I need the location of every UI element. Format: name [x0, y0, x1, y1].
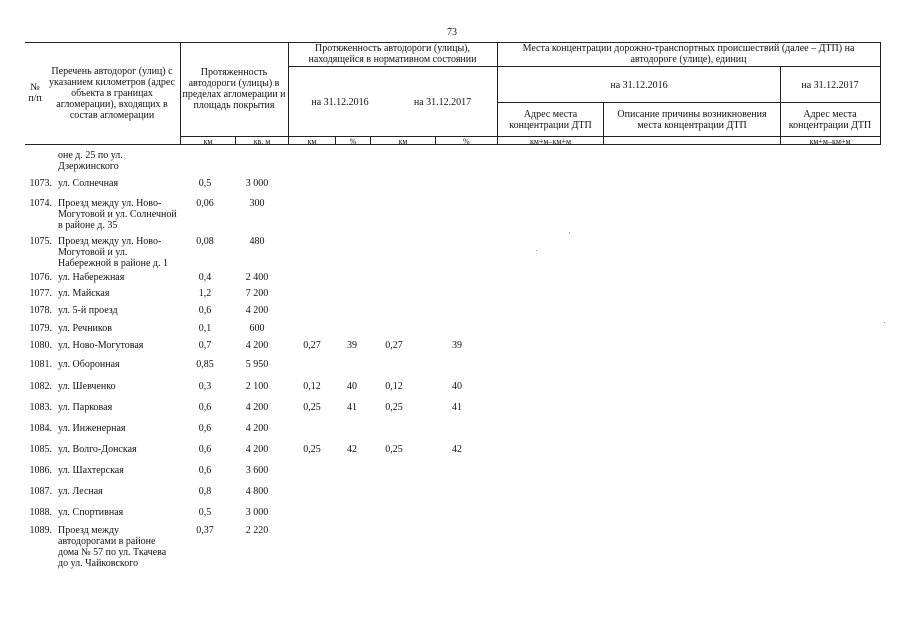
row-number: 1075.	[29, 236, 52, 247]
header-dtp-2017: на 31.12.2017	[801, 79, 859, 91]
norm-2016-km: 0,12	[303, 381, 321, 392]
area-sqm: 5 950	[245, 359, 269, 370]
header-addr-2017: Адрес места концентрации ДТП	[788, 109, 872, 131]
road-name: Проезд между автодорогами в районе дома № 57 по ул. Ткачева до ул. Чайковского	[58, 525, 167, 569]
row-number: 1087.	[29, 486, 52, 497]
header-length: Протяженность автодороги (улицы) в пределах агломерации и площадь покрытия	[182, 67, 286, 111]
area-sqm: 4 200	[245, 423, 269, 434]
road-name: ул. Набережная	[58, 272, 125, 283]
road-name: ул. 5-й проезд	[58, 305, 118, 316]
length-km: 0,6	[198, 465, 212, 476]
area-sqm: 3 600	[245, 465, 269, 476]
length-km: 0,8	[198, 486, 212, 497]
road-name: Проезд между ул. Ново-Могутовой и ул. Солнечной в районе д. 35	[58, 198, 177, 231]
area-sqm: 480	[249, 236, 265, 247]
row-number: 1089.	[29, 525, 52, 536]
row-number: 1082.	[29, 381, 52, 392]
road-name: ул. Речников	[58, 323, 112, 334]
area-sqm: 4 200	[245, 305, 269, 316]
norm-2016-km: 0,27	[303, 340, 321, 351]
header-addr-2016: Адрес места концентрации ДТП	[509, 109, 592, 131]
road-name: ул. Шахтерская	[58, 465, 124, 476]
area-sqm: 7 200	[245, 288, 269, 299]
length-km: 0,6	[198, 402, 212, 413]
area-sqm: 2 100	[245, 381, 269, 392]
length-km: 0,08	[196, 236, 214, 247]
norm-2016-pct: 40	[347, 381, 357, 392]
road-name: ул. Майская	[58, 288, 110, 299]
area-sqm: 4 200	[245, 444, 269, 455]
road-name: ул. Солнечная	[58, 178, 119, 189]
length-km: 0,7	[198, 340, 212, 351]
road-name: ул. Шевченко	[58, 381, 116, 392]
row-number: 1088.	[29, 507, 52, 518]
row-number: 1078.	[29, 305, 52, 316]
row-number: 1079.	[29, 323, 52, 334]
unit-pct2: %	[463, 136, 470, 146]
row-number: 1074.	[29, 198, 52, 209]
length-km: 0,6	[198, 444, 212, 455]
road-name: ул. Парковая	[58, 402, 113, 413]
norm-2017-km: 0,12	[385, 381, 403, 392]
norm-2017-km: 0,25	[385, 444, 403, 455]
road-name: Проезд между ул. Ново-Могутовой и ул. Набережной в районе д. 1	[58, 236, 168, 269]
length-km: 0,85	[196, 359, 214, 370]
road-name: ул. Ново-Могутовая	[58, 340, 144, 351]
unit-km: км	[203, 136, 213, 146]
unit-addr-2016: км+м–км+м	[529, 136, 572, 146]
road-name: ул. Волго-Донская	[58, 444, 137, 455]
road-name: ул. Инженерная	[58, 423, 126, 434]
area-sqm: 4 200	[245, 340, 269, 351]
norm-2017-km: 0,25	[385, 402, 403, 413]
header-reason: Описание причины возникновения места концентрации ДТП	[617, 109, 767, 131]
unit-pct: %	[349, 136, 357, 146]
length-km: 0,5	[198, 507, 212, 518]
page-number: 73	[447, 27, 457, 38]
header-num: № п/п	[28, 82, 42, 104]
area-sqm: 4 200	[245, 402, 269, 413]
area-sqm: 600	[249, 323, 265, 334]
unit-km2: км	[307, 136, 317, 146]
norm-2017-pct: 39	[452, 340, 462, 351]
row-number: 1081.	[29, 359, 52, 370]
norm-2017-pct: 42	[452, 444, 462, 455]
length-km: 0,06	[196, 198, 214, 209]
norm-2016-pct: 42	[347, 444, 357, 455]
norm-2017-km: 0,27	[385, 340, 403, 351]
road-name: ул. Спортивная	[58, 507, 124, 518]
header-norm-2016: на 31.12.2016	[311, 96, 369, 108]
continuation-text: оне д. 25 по ул. Дзержинского	[58, 150, 123, 172]
length-km: 1,2	[198, 288, 212, 299]
length-km: 0,6	[198, 305, 212, 316]
road-name: ул. Лесная	[58, 486, 103, 497]
row-number: 1080.	[29, 340, 52, 351]
area-sqm: 3 000	[245, 178, 269, 189]
header-list: Перечень автодорог (улиц) с указанием километров (адрес объекта в границах агломерации), входящих в состав агломерации	[49, 65, 175, 121]
area-sqm: 4 800	[245, 486, 269, 497]
header-norm-2017: на 31.12.2017	[413, 96, 472, 108]
norm-2017-pct: 40	[452, 381, 462, 392]
norm-2017-pct: 41	[452, 402, 462, 413]
row-number: 1077.	[29, 288, 52, 299]
row-number: 1086.	[29, 465, 52, 476]
header-dtp: Места концентрации дорожно-транспортных происшествий (далее – ДТП) на автодороге (улице), единиц	[522, 43, 855, 65]
length-km: 0,6	[198, 423, 212, 434]
row-number: 1084.	[29, 423, 52, 434]
unit-sqm: кв. м	[253, 136, 271, 146]
length-km: 0,1	[198, 323, 212, 334]
row-number: 1073.	[29, 178, 52, 189]
unit-addr-2017: км+м–км+м	[809, 136, 851, 146]
row-number: 1083.	[29, 402, 52, 413]
header-norm: Протяженность автодороги (улицы), находящейся в нормативном состоянии	[308, 43, 477, 65]
area-sqm: 2 400	[245, 272, 269, 283]
area-sqm: 3 000	[245, 507, 269, 518]
row-number: 1085.	[29, 444, 52, 455]
row-number: 1076.	[29, 272, 52, 283]
length-km: 0,37	[196, 525, 214, 536]
area-sqm: 2 220	[245, 525, 269, 536]
header-dtp-2016: на 31.12.2016	[610, 79, 668, 91]
norm-2016-pct: 41	[347, 402, 357, 413]
unit-km3: км	[398, 136, 408, 146]
length-km: 0,5	[198, 178, 212, 189]
length-km: 0,3	[198, 381, 212, 392]
norm-2016-pct: 39	[347, 340, 357, 351]
length-km: 0,4	[198, 272, 212, 283]
area-sqm: 300	[249, 198, 265, 209]
road-name: ул. Оборонная	[58, 359, 120, 370]
norm-2016-km: 0,25	[303, 444, 321, 455]
norm-2016-km: 0,25	[303, 402, 321, 413]
table-header	[25, 42, 880, 145]
